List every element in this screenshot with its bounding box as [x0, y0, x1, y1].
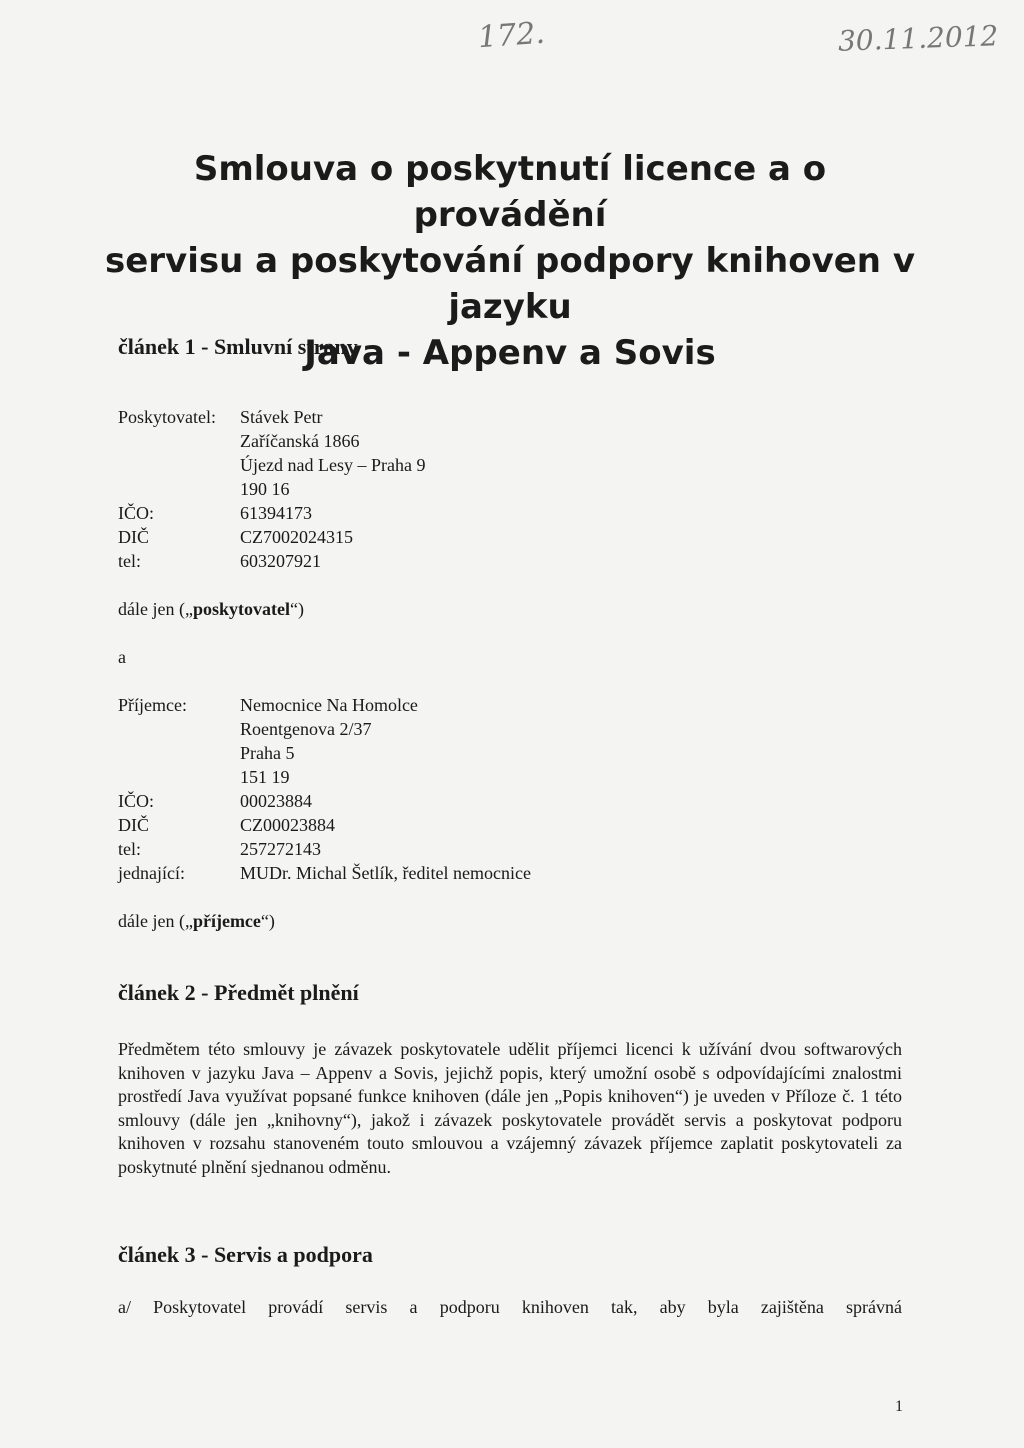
recipient-label: Příjemce:: [118, 695, 187, 715]
provider-name: Stávek Petr: [240, 407, 323, 427]
article-1-heading: článek 1 - Smluvní strany: [118, 334, 358, 359]
provider-alias: dále jen („poskytovatel“): [118, 599, 304, 619]
provider-ico-label: IČO:: [118, 503, 154, 523]
provider-ico: 61394173: [240, 503, 312, 523]
provider-city: Újezd nad Lesy – Praha 9: [240, 455, 426, 475]
provider-zip: 190 16: [240, 479, 290, 499]
handwritten-number: 172.: [476, 15, 546, 56]
article-2-heading: článek 2 - Předmět plnění: [118, 980, 359, 1005]
recipient-tel: 257272143: [240, 839, 321, 859]
recipient-tel-label: tel:: [118, 839, 141, 859]
recipient-city: Praha 5: [240, 743, 295, 763]
article-2-text: Předmětem této smlouvy je závazek poskytovatele udělit příjemci licenci k užívání dvou softwarových knihoven v jazyku Java – Appenv a Sovis, jejichž popis, který umožní osobě s odpovídajícími znalostmi prostředí Java využívat popsané funkce knihoven (dále jen „Popis knihoven“) je uveden v Příloze č. 1 této smlouvy (dále jen „knihovny“), jakož i závazek poskytovatele provádět servis a poskytovat podporu knihoven v rozsahu stanoveném touto smlouvou a vzájemný závazek příjemce zaplatit poskytovateli za poskytnuté plnění sjednanou odměnu.: [118, 1039, 902, 1177]
provider-tel: 603207921: [240, 551, 321, 571]
recipient-rep: MUDr. Michal Šetlík, ředitel nemocnice: [240, 863, 531, 883]
recipient-rep-label: jednající:: [118, 863, 185, 883]
recipient-street: Roentgenova 2/37: [240, 719, 372, 739]
title-line-1: Smlouva o poskytnutí licence a o provádění: [193, 149, 827, 235]
provider-tel-label: tel:: [118, 551, 141, 571]
recipient-dic-label: DIČ: [118, 815, 149, 835]
recipient-ico-label: IČO:: [118, 791, 154, 811]
recipient-name: Nemocnice Na Homolce: [240, 695, 418, 715]
article-3-heading: článek 3 - Servis a podpora: [118, 1242, 373, 1267]
provider-street: Zaříčanská 1866: [240, 431, 360, 451]
provider-label: Poskytovatel:: [118, 407, 216, 427]
recipient-alias: dále jen („příjemce“): [118, 911, 275, 931]
recipient-zip: 151 19: [240, 767, 290, 787]
provider-dic-label: DIČ: [118, 527, 149, 547]
provider-dic: CZ7002024315: [240, 527, 354, 547]
handwritten-date: 30.11.2012: [837, 19, 999, 58]
recipient-dic: CZ00023884: [240, 815, 336, 835]
title-line-3: Java - Appenv a Sovis: [304, 333, 716, 373]
title-line-2: servisu a poskytování podpory knihoven v jazyku: [104, 241, 916, 327]
article-3-text: a/ Poskytovatel provádí servis a podporu knihoven tak, aby byla zajištěna správná: [118, 1297, 902, 1317]
page-number: 1: [895, 1398, 903, 1415]
recipient-ico: 00023884: [240, 791, 312, 811]
conjunction: a: [118, 647, 126, 667]
